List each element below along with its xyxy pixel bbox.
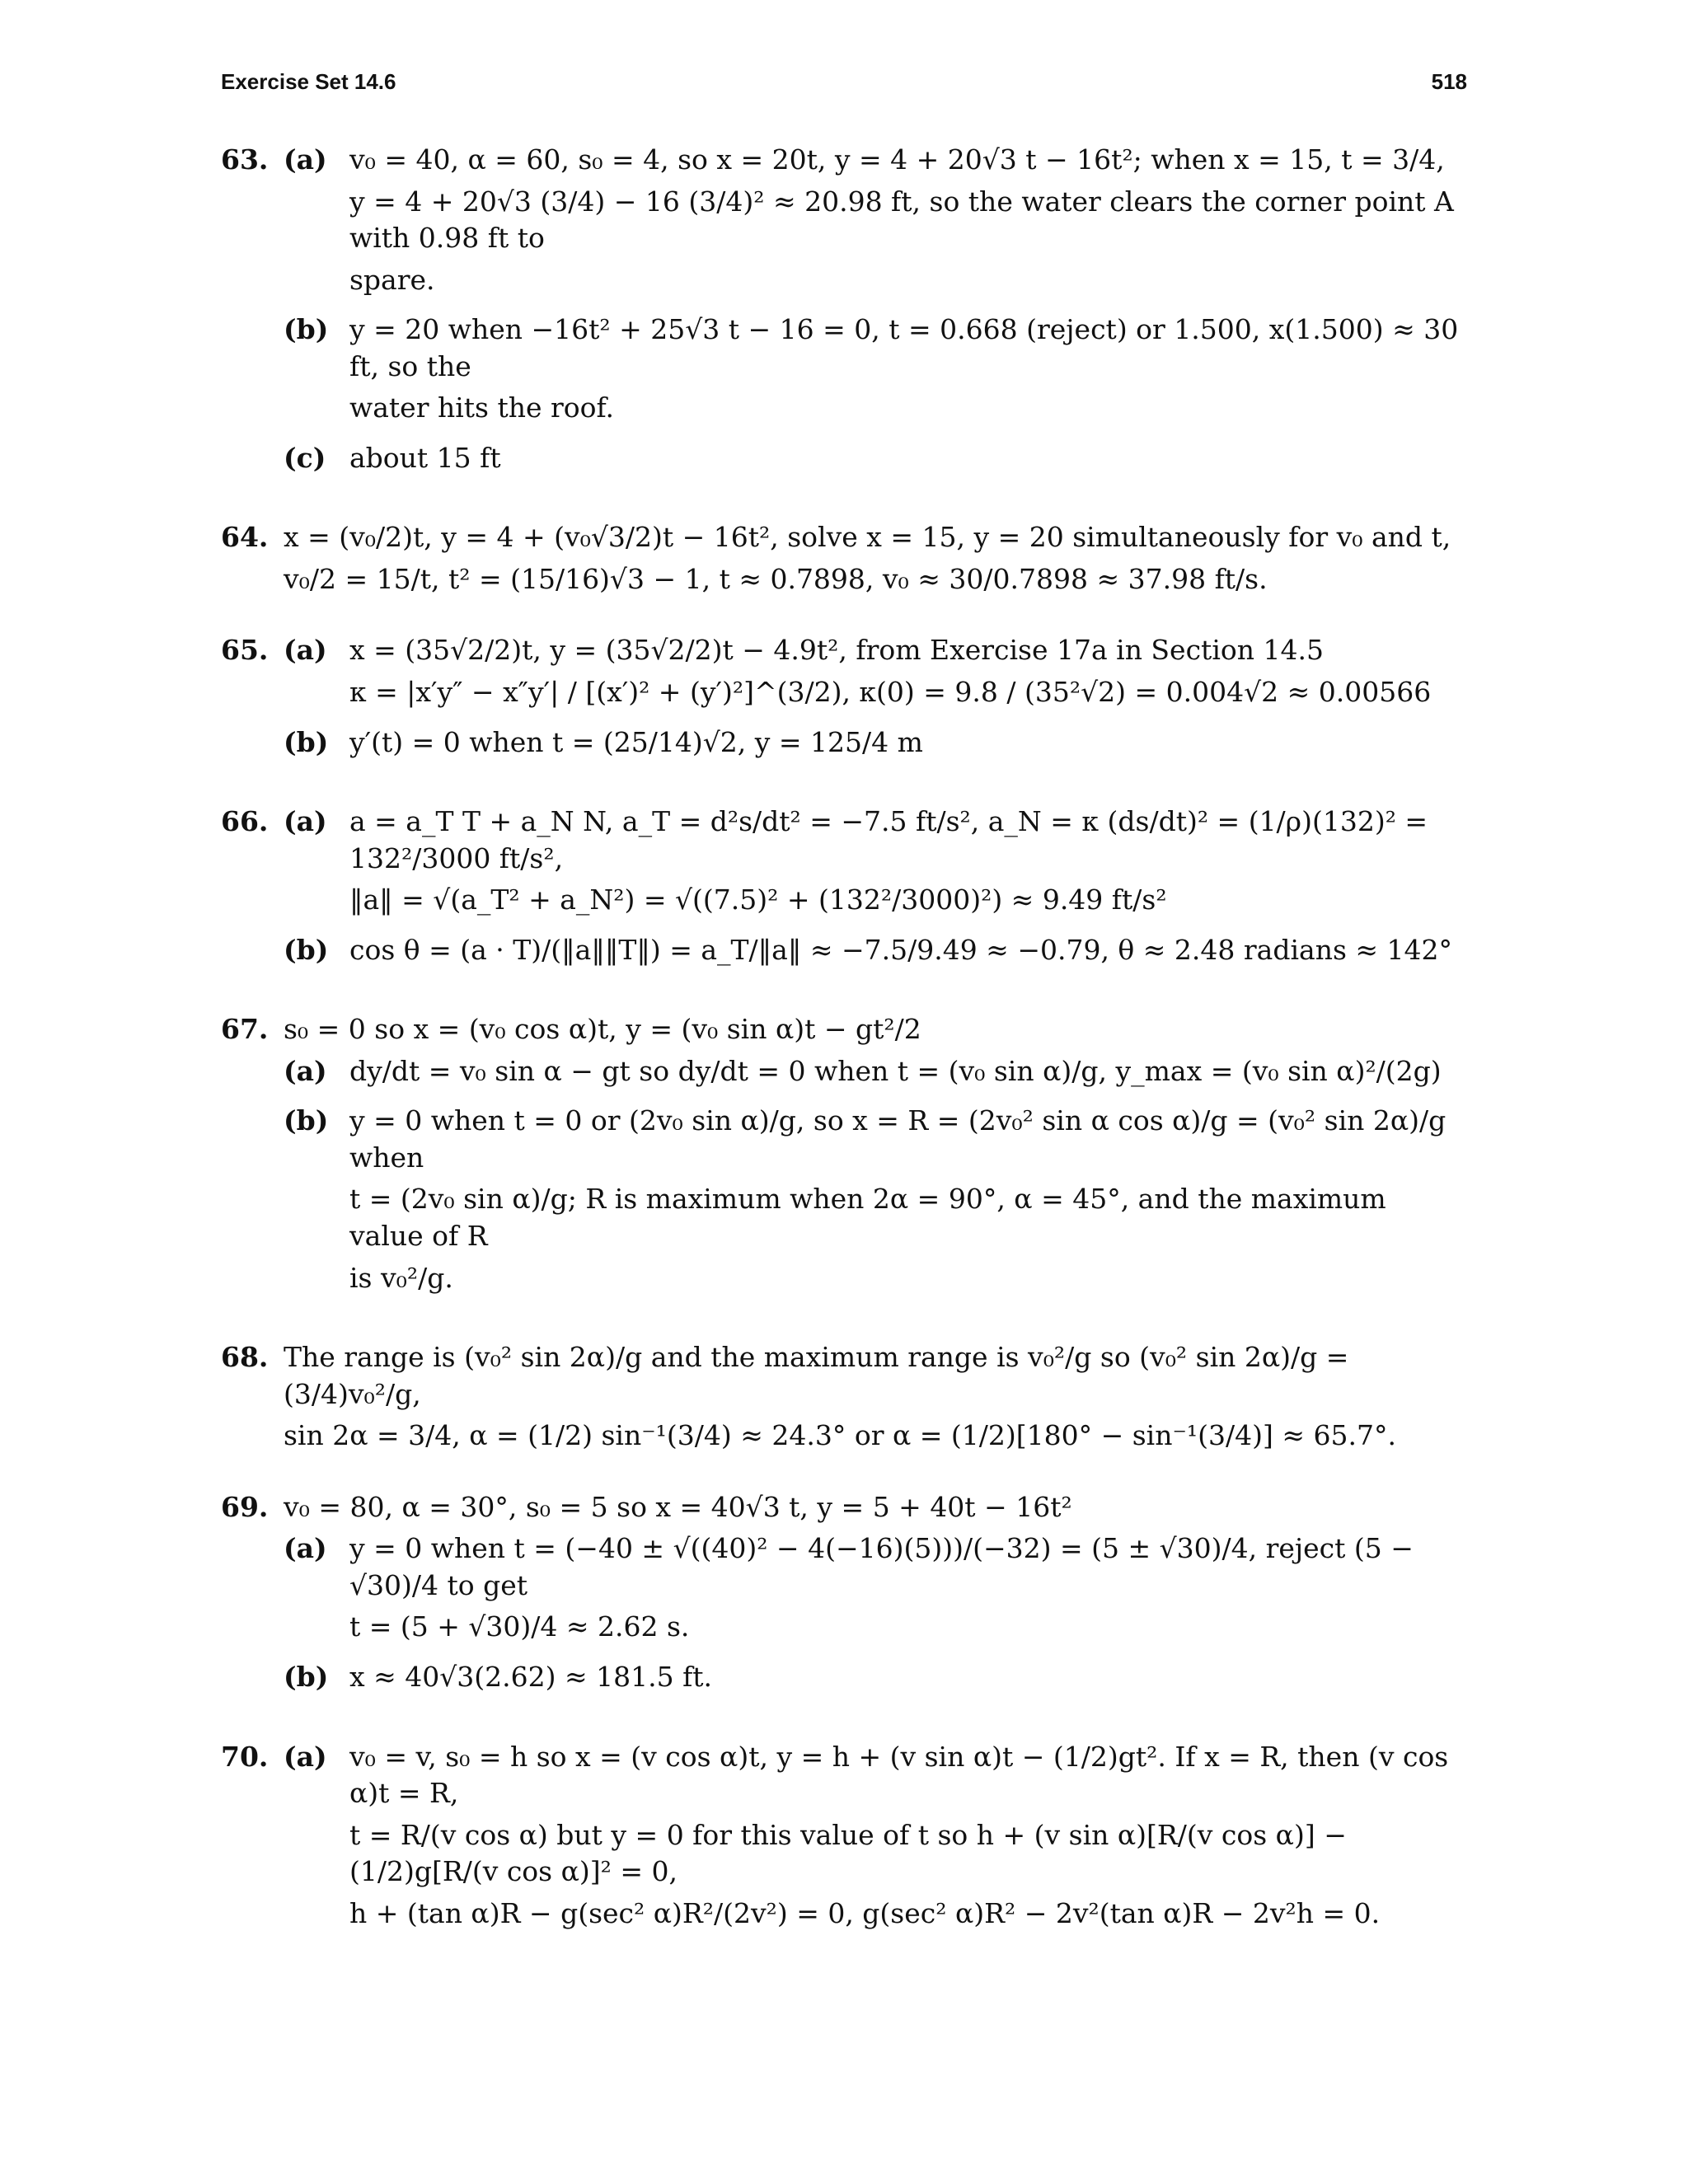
part-label: (b) bbox=[284, 313, 329, 346]
problem-65 bbox=[221, 632, 1467, 774]
solution-line: v₀ = v, s₀ = h so x = (v cos α)t, y = h + (v sin α)t − (1/2)gt². If x = R, then (v cos α)t = R, bbox=[349, 1740, 1449, 1810]
solution-line: The range is (v₀² sin 2α)/g and the maximum range is v₀²/g so (v₀² sin 2α)/g = (3/4)v₀²/g, bbox=[284, 1341, 1349, 1410]
solution-line: cos θ = (a · T)/(‖a‖‖T‖) = a_T/‖a‖ ≈ −7.5/9.49 ≈ −0.79, θ ≈ 2.48 radians ≈ 142° bbox=[349, 933, 1452, 966]
solution-line: κ = |x′y″ − x″y′| / [(x′)² + (y′)²]^(3/2), κ(0) = 9.8 / (35²√2) = 0.004√2 ≈ 0.00566 bbox=[349, 676, 1432, 709]
problem-number: 66. bbox=[221, 805, 269, 838]
part-label: (a) bbox=[284, 634, 327, 667]
solution-line: y = 4 + 20√3 (3/4) − 16 (3/4)² ≈ 20.98 ft, so the water clears the corner point A with 0.98 ft to bbox=[349, 185, 1454, 255]
solutions-body bbox=[221, 132, 1467, 1975]
solution-line: y = 0 when t = 0 or (2v₀ sin α)/g, so x = R = (2v₀² sin α cos α)/g = (v₀² sin 2α)/g when bbox=[349, 1104, 1447, 1174]
part-label: (b) bbox=[284, 1660, 329, 1693]
part-a bbox=[284, 1530, 1467, 1651]
problem-number: 65. bbox=[221, 634, 269, 667]
solution-line: v₀/2 = 15/t, t² = (15/16)√3 − 1, t ≈ 0.7898, v₀ ≈ 30/0.7898 ≈ 37.98 ft/s. bbox=[284, 562, 1268, 595]
solution-line: t = R/(v cos α) but y = 0 for this value of t so h + (v sin α)[R/(v cos α)] − (1/2)g[R/(v cos α)]² = 0, bbox=[349, 1818, 1347, 1888]
solution-line: x = (35√2/2)t, y = (35√2/2)t − 4.9t², from Exercise 17a in Section 14.5 bbox=[349, 634, 1324, 667]
part-b bbox=[284, 932, 1467, 974]
solution-line: t = (5 + √30)/4 ≈ 2.62 s. bbox=[349, 1610, 690, 1643]
solution-line: v₀ = 40, α = 60, s₀ = 4, so x = 20t, y = 4 + 20√3 t − 16t²; when x = 15, t = 3/4, bbox=[349, 143, 1445, 176]
part-c bbox=[284, 440, 1467, 482]
solution-line: dy/dt = v₀ sin α − gt so dy/dt = 0 when t = (v₀ sin α)/g, y_max = (v₀ sin α)²/(2g) bbox=[349, 1054, 1442, 1087]
part-a bbox=[284, 142, 1467, 303]
problem-number: 70. bbox=[221, 1740, 269, 1773]
solution-line: ‖a‖ = √(a_T² + a_N²) = √((7.5)² + (132²/3000)²) ≈ 9.49 ft/s² bbox=[349, 883, 1167, 916]
part-label: (b) bbox=[284, 725, 329, 758]
problem-number: 63. bbox=[221, 143, 269, 176]
solution-line: sin 2α = 3/4, α = (1/2) sin⁻¹(3/4) ≈ 24.3° or α = (1/2)[180° − sin⁻¹(3/4)] ≈ 65.7°. bbox=[284, 1419, 1396, 1452]
solution-line: y = 20 when −16t² + 25√3 t − 16 = 0, t = 0.668 (reject) or 1.500, x(1.500) ≈ 30 ft, so the bbox=[349, 313, 1459, 382]
part-label: (a) bbox=[284, 1532, 327, 1565]
problem-number: 69. bbox=[221, 1490, 269, 1523]
solution-line: x ≈ 40√3(2.62) ≈ 181.5 ft. bbox=[349, 1660, 713, 1693]
part-label: (a) bbox=[284, 143, 327, 176]
part-label: (b) bbox=[284, 933, 329, 966]
problem-70 bbox=[221, 1739, 1467, 1946]
problem-63 bbox=[221, 142, 1467, 490]
solution-line: spare. bbox=[349, 263, 435, 296]
page-number: 518 bbox=[1431, 69, 1467, 94]
problem-68 bbox=[221, 1339, 1467, 1460]
problem-66 bbox=[221, 804, 1467, 982]
solution-line: y′(t) = 0 when t = (25/14)√2, y = 125/4 m bbox=[349, 725, 923, 758]
part-b bbox=[284, 1103, 1467, 1301]
part-a bbox=[284, 1053, 1467, 1095]
problem-69 bbox=[221, 1489, 1467, 1709]
solution-line: water hits the roof. bbox=[349, 391, 615, 424]
solution-line: about 15 ft bbox=[349, 441, 501, 474]
part-label: (b) bbox=[284, 1104, 329, 1137]
problem-number: 64. bbox=[221, 521, 269, 554]
solution-line: is v₀²/g. bbox=[349, 1261, 453, 1294]
solution-line: a = a_T T + a_N N, a_T = d²s/dt² = −7.5 ft/s², a_N = κ (ds/dt)² = (1/ρ)(132)² = 132²/3000 ft/s², bbox=[349, 805, 1428, 874]
solution-line: y = 0 when t = (−40 ± √((40)² − 4(−16)(5)))/(−32) = (5 ± √30)/4, reject (5 − √30)/4 to get bbox=[349, 1532, 1414, 1601]
problem-number: 68. bbox=[221, 1341, 269, 1374]
part-label: (a) bbox=[284, 1054, 327, 1087]
problem-64 bbox=[221, 519, 1467, 602]
part-b bbox=[284, 724, 1467, 766]
problem-67 bbox=[221, 1011, 1467, 1310]
part-b bbox=[284, 1659, 1467, 1701]
part-a bbox=[284, 1739, 1467, 1938]
solution-line: t = (2v₀ sin α)/g; R is maximum when 2α = 90°, α = 45°, and the maximum value of R bbox=[349, 1183, 1386, 1253]
solution-line: h + (tan α)R − g(sec² α)R²/(2v²) = 0, g(sec² α)R² − 2v²(tan α)R − 2v²h = 0. bbox=[349, 1896, 1381, 1929]
part-a bbox=[284, 632, 1467, 715]
part-label: (c) bbox=[284, 441, 326, 474]
problem-number: 67. bbox=[221, 1013, 269, 1046]
solution-line: x = (v₀/2)t, y = 4 + (v₀√3/2)t − 16t², solve x = 15, y = 20 simultaneously for v₀ and t, bbox=[284, 521, 1451, 554]
section-header: Exercise Set 14.6 bbox=[221, 69, 396, 94]
part-b bbox=[284, 312, 1467, 432]
part-label: (a) bbox=[284, 1740, 327, 1773]
part-label: (a) bbox=[284, 805, 327, 838]
solution-line: v₀ = 80, α = 30°, s₀ = 5 so x = 40√3 t, y = 5 + 40t − 16t² bbox=[284, 1490, 1072, 1523]
part-a bbox=[284, 804, 1467, 924]
solution-line: s₀ = 0 so x = (v₀ cos α)t, y = (v₀ sin α)t − gt²/2 bbox=[284, 1013, 921, 1046]
